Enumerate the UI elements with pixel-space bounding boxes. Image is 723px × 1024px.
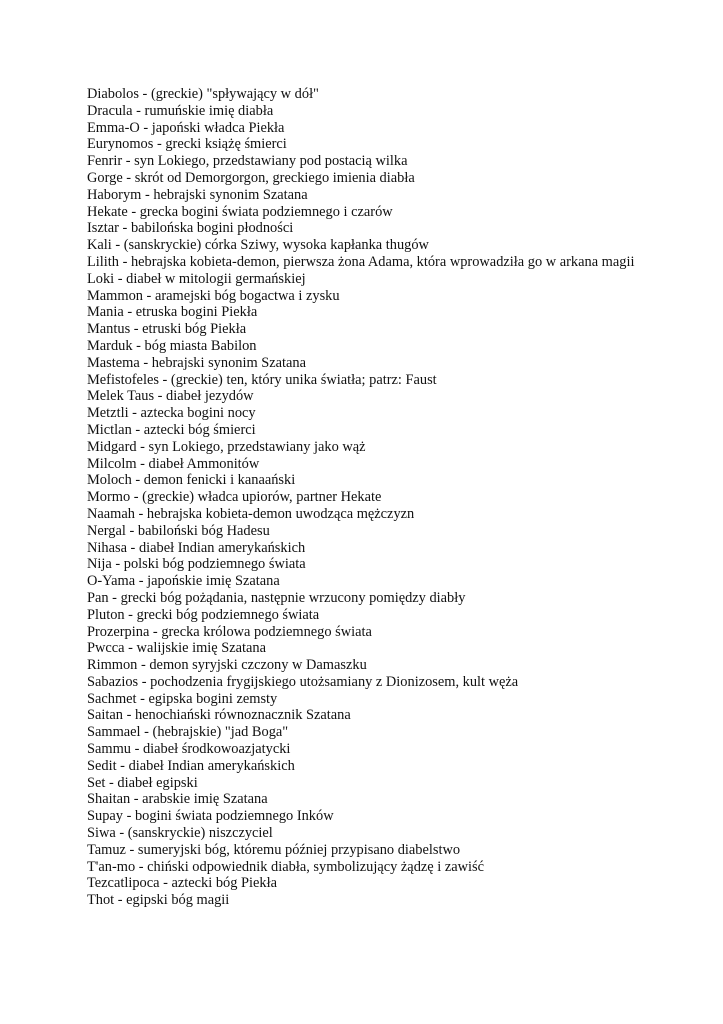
list-item: Diabolos - (greckie) "spływający w dół" bbox=[87, 86, 319, 102]
list-item: Kali - (sanskryckie) córka Sziwy, wysoka kapłanka thugów bbox=[87, 237, 429, 254]
list-item: Loki - diabeł w mitologii germańskiej bbox=[87, 270, 306, 287]
list-item: Moloch - demon fenicki i kanaański bbox=[87, 472, 296, 489]
list-item: Metztli - aztecka bogini nocy bbox=[87, 405, 256, 422]
list-item: Pluton - grecki bóg podziemnego świata bbox=[87, 606, 320, 623]
list-item: Mictlan - aztecki bóg śmierci bbox=[87, 421, 256, 438]
list-item: Naamah - hebrajska kobieta-demon uwodząca mężczyzn bbox=[87, 505, 415, 522]
list-item: Tezcatlipoca - aztecki bóg Piekła bbox=[87, 875, 277, 892]
list-item: T'an-mo - chiński odpowiednik diabła, symbolizujący żądzę i zawiść bbox=[87, 858, 485, 875]
list-item: Pan - grecki bóg pożądania, następnie wrzucony pomiędzy diabły bbox=[87, 589, 466, 606]
list-item: Mania - etruska bogini Piekła bbox=[87, 304, 258, 321]
list-item: Thot - egipski bóg magii bbox=[87, 892, 230, 909]
list-item: Sammael - (hebrajskie) "jad Boga" bbox=[87, 724, 289, 741]
list-item: Mammon - aramejski bóg bogactwa i zysku bbox=[87, 287, 340, 304]
list-item: Shaitan - arabskie imię Szatana bbox=[87, 791, 268, 808]
list-item: Supay - bogini świata podziemnego Inków bbox=[87, 808, 334, 825]
list-item: Gorge - skrót od Demorgorgon, greckiego imienia diabła bbox=[87, 169, 415, 186]
list-item: O-Yama - japońskie imię Szatana bbox=[87, 573, 280, 590]
list-item: Mantus - etruski bóg Piekła bbox=[87, 321, 247, 338]
list-item: Saitan - henochiański równoznacznik Szatana bbox=[87, 707, 351, 724]
list-item: Isztar - babilońska bogini płodności bbox=[87, 220, 294, 237]
list-item: Sedit - diabeł Indian amerykańskich bbox=[87, 757, 295, 774]
list-item: Sachmet - egipska bogini zemsty bbox=[87, 690, 278, 707]
list-item: Mefistofeles - (greckie) ten, który unika światła; patrz: Faust bbox=[87, 371, 437, 388]
list-item: Mastema - hebrajski synonim Szatana bbox=[87, 354, 307, 371]
list-item: Fenrir - syn Lokiego, przedstawiany pod postacią wilka bbox=[87, 153, 408, 170]
list-item: Eurynomos - grecki książę śmierci bbox=[87, 136, 287, 153]
list-item: Dracula - rumuńskie imię diabła bbox=[87, 102, 274, 119]
list-item: Melek Taus - diabeł jezydów bbox=[87, 388, 254, 405]
list-item: Mormo - (greckie) władca upiorów, partner Hekate bbox=[87, 489, 382, 506]
list-item: Hekate - grecka bogini świata podziemnego i czarów bbox=[87, 203, 393, 220]
list-item: Sammu - diabeł środkowoazjatycki bbox=[87, 741, 291, 758]
list-item: Marduk - bóg miasta Babilon bbox=[87, 337, 257, 354]
list-item: Lilith - hebrajska kobieta-demon, pierwsza żona Adama, która wprowadziła go w arkana magii bbox=[87, 253, 635, 270]
list-item: Set - diabeł egipski bbox=[87, 774, 198, 791]
entry-list bbox=[87, 86, 647, 909]
list-item: Midgard - syn Lokiego, przedstawiany jako wąż bbox=[87, 438, 366, 455]
list-item: Pwcca - walijskie imię Szatana bbox=[87, 640, 267, 657]
list-item: Haborym - hebrajski synonim Szatana bbox=[87, 186, 308, 203]
list-item: Prozerpina - grecka królowa podziemnego świata bbox=[87, 623, 372, 640]
list-item: Nergal - babiloński bóg Hadesu bbox=[87, 522, 270, 539]
list-item: Milcolm - diabeł Ammonitów bbox=[87, 455, 260, 472]
list-item: Rimmon - demon syryjski czczony w Damaszku bbox=[87, 657, 367, 674]
list-item: Emma-O - japoński władca Piekła bbox=[87, 119, 285, 136]
list-item: Siwa - (sanskryckie) niszczyciel bbox=[87, 825, 273, 842]
list-item: Nija - polski bóg podziemnego świata bbox=[87, 556, 306, 573]
list-item: Tamuz - sumeryjski bóg, któremu później przypisano diabelstwo bbox=[87, 841, 461, 858]
list-item: Nihasa - diabeł Indian amerykańskich bbox=[87, 539, 306, 556]
list-item: Sabazios - pochodzenia frygijskiego utożsamiany z Dionizosem, kult węża bbox=[87, 673, 519, 690]
